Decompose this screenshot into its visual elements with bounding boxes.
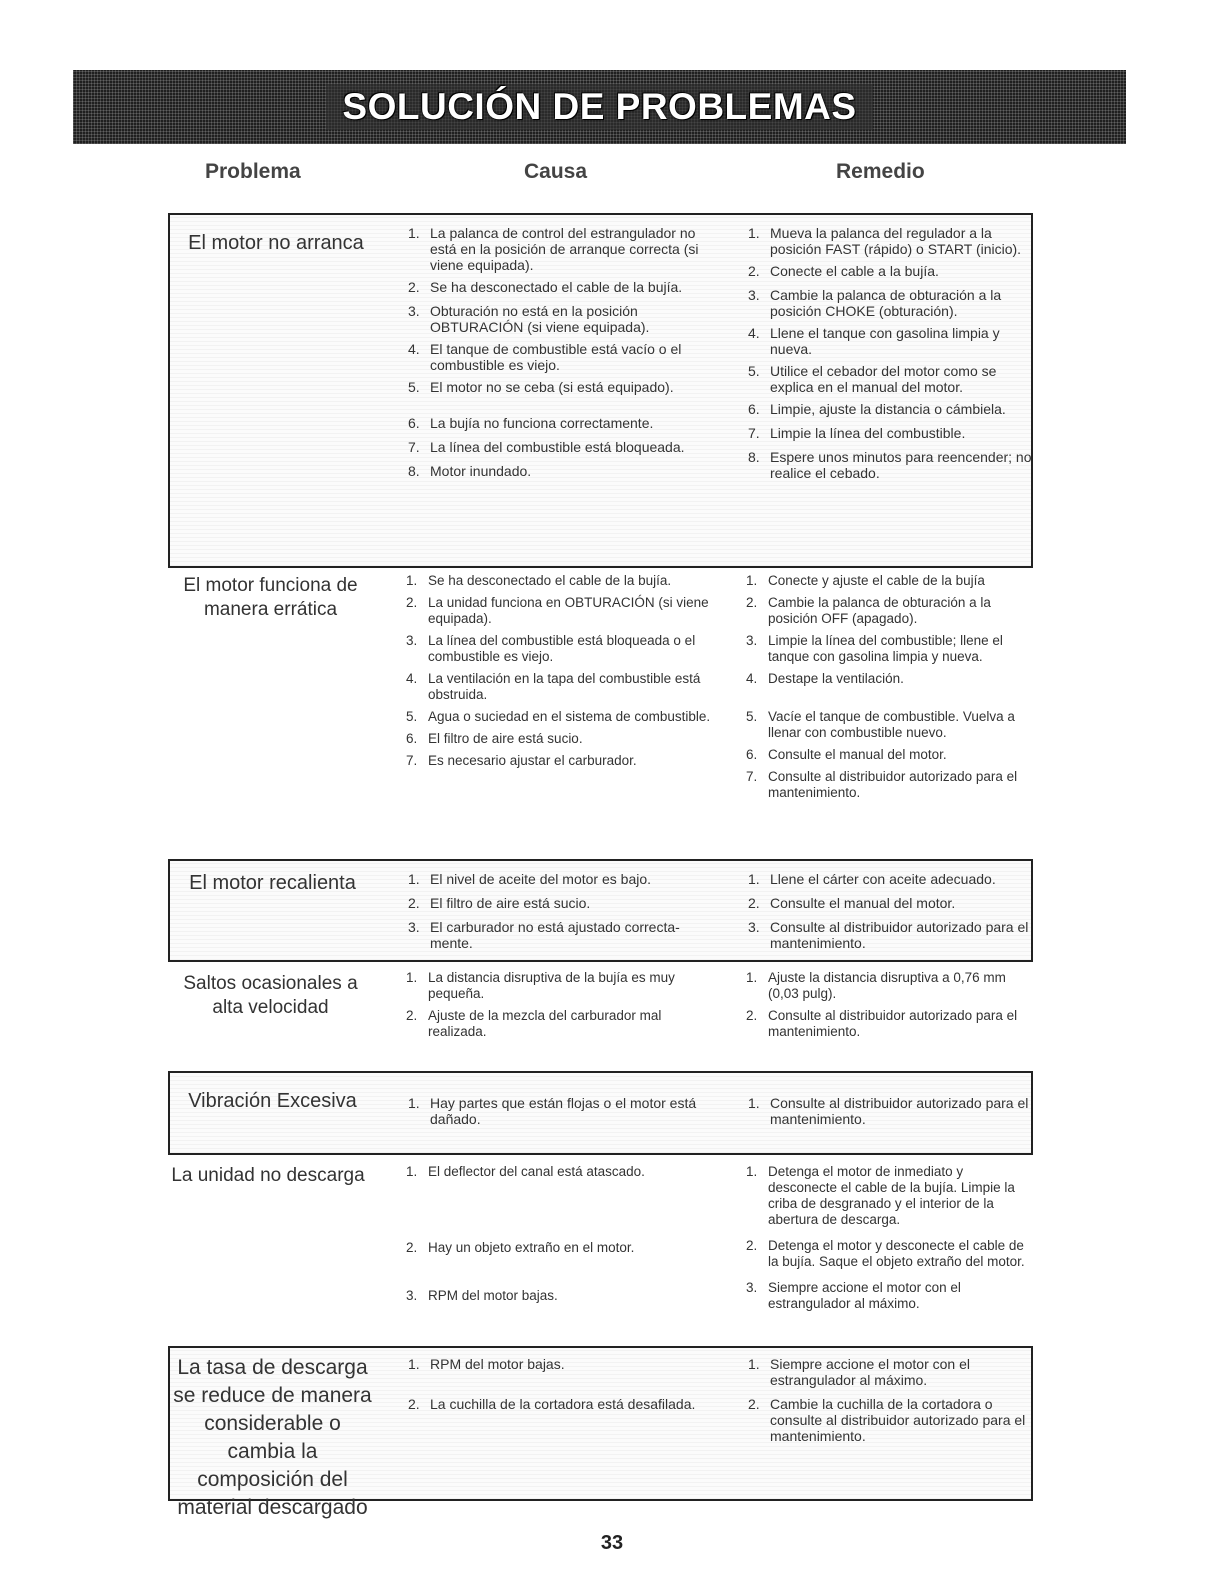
remedy-list: [748, 1356, 1032, 1444]
cause-item: 1. RPM del motor bajas.: [408, 1356, 565, 1372]
cause-item: 2. Ajuste de la mezcla del carburador mal realizada.: [406, 1008, 662, 1039]
cause-list: [408, 871, 718, 951]
cause-list: [406, 970, 716, 1040]
cause-item: 1. Se ha desconectado el cable de la bujía.: [406, 573, 672, 588]
remedy-item: 7. Limpie la línea del combustible.: [748, 425, 966, 441]
cause-item: 5. Agua o suciedad en el sistema de combustible.: [406, 709, 711, 724]
remedy-item: 2. Consulte al distribuidor autorizado para el mantenimiento.: [746, 1008, 1018, 1039]
cause-item: 1. Hay partes que están flojas o el motor está dañado.: [408, 1095, 697, 1127]
column-header-problem: Problema: [205, 160, 301, 183]
remedy-item: 1. Detenga el motor de inmediato y desconecte el cable de la bujía. Limpie la criba de desgranado y el interior de la abertura de descarga.: [746, 1164, 1015, 1227]
remedy-list: [746, 1164, 1030, 1312]
cause-item: 4. La ventilación en la tapa del combustible está obstruida.: [406, 671, 701, 702]
remedy-item: 4. Llene el tanque con gasolina limpia y nueva.: [748, 325, 1000, 357]
remedy-item: 5. Utilice el cebador del motor como se explica en el manual del motor.: [748, 363, 997, 395]
remedy-item: 1. Consulte al distribuidor autorizado para el mantenimiento.: [748, 1095, 1029, 1127]
cause-list: [408, 1095, 718, 1127]
remedy-list: [746, 573, 1030, 801]
cause-list: [408, 225, 718, 479]
cause-item: 2. Hay un objeto extraño en el motor.: [406, 1240, 635, 1255]
remedy-list: [748, 871, 1032, 951]
problem-label: Vibración Excesiva: [188, 1090, 357, 1112]
trouble-row-erratic: [168, 570, 1033, 855]
cause-item: 7. Es necesario ajustar el carburador.: [406, 753, 637, 768]
cause-item: 4. El tanque de combustible está vacío o el combustible es viejo.: [408, 341, 682, 373]
title-banner: [73, 70, 1126, 144]
remedy-list: [748, 1095, 1032, 1127]
remedy-item: 3. Siempre accione el motor con el estrangulador al máximo.: [746, 1280, 961, 1311]
trouble-row-discharge-rate: [168, 1346, 1033, 1519]
trouble-row-overheat: [168, 859, 1033, 962]
page-number: 33: [600, 1532, 624, 1554]
cause-item: 2. La unidad funciona en OBTURACIÓN (si viene equipada).: [406, 595, 709, 626]
trouble-row-no-discharge: [168, 1160, 1033, 1340]
remedy-item: 6. Consulte el manual del motor.: [746, 747, 947, 762]
cause-item: 2. El filtro de aire está sucio.: [408, 895, 591, 911]
cause-item: 2. Se ha desconectado el cable de la bujía.: [408, 279, 683, 295]
cause-list: [406, 573, 716, 769]
cause-item: 5. El motor no se ceba (si está equipado).: [408, 379, 674, 395]
remedy-item: 4. Destape la ventilación.: [746, 671, 904, 686]
cause-item: 7. La línea del combustible está bloqueada.: [408, 439, 685, 455]
cause-item: 2. La cuchilla de la cortadora está desafilada.: [408, 1396, 696, 1412]
cause-item: 3. La línea del combustible está bloqueada o el combustible es viejo.: [406, 633, 696, 664]
remedy-item: 8. Espere unos minutos para reencender; no realice el cebado.: [748, 449, 1032, 481]
cause-item: 1. El nivel de aceite del motor es bajo.: [408, 871, 652, 887]
remedy-item: 7. Consulte al distribuidor autorizado para el mantenimiento.: [746, 769, 1018, 800]
cause-list: [408, 1356, 718, 1412]
trouble-row-vibration: [168, 1071, 1033, 1155]
remedy-item: 6. Limpie, ajuste la distancia o cámbiela.: [748, 401, 1006, 417]
remedy-list: [748, 225, 1032, 481]
remedy-item: 2. Cambie la cuchilla de la cortadora o consulte al distribuidor autorizado para el mantenimiento.: [748, 1396, 1026, 1444]
cause-item: 6. La bujía no funciona correctamente.: [408, 415, 654, 431]
remedy-list: [746, 970, 1030, 1040]
cause-list: [406, 1164, 716, 1304]
trouble-row-skipping: [168, 968, 1033, 1064]
page-title: SOLUCIÓN DE PROBLEMAS: [326, 84, 872, 130]
remedy-item: 5. Vacíe el tanque de combustible. Vuelva a llenar con combustible nuevo.: [746, 709, 1015, 740]
column-header-remedy: Remedio: [836, 160, 925, 183]
column-header-cause: Causa: [524, 160, 588, 183]
problem-label: Saltos ocasionales a alta velocidad: [183, 973, 358, 1018]
remedy-item: 2. Cambie la palanca de obturación a la posición OFF (apagado).: [746, 595, 991, 626]
cause-item: 3. Obturación no está en la posición OBTURACIÓN (si viene equipada).: [408, 303, 650, 335]
problem-label: El motor no arranca: [188, 232, 364, 254]
problem-label: El motor funciona de manera errática: [183, 575, 358, 620]
remedy-item: 1. Ajuste la distancia disruptiva a 0,76 mm (0,03 pulg).: [746, 970, 1006, 1001]
cause-item: 1. La palanca de control del estrangulador no está en la posición de arranque correcta (si viene equipada).: [408, 225, 699, 273]
cause-item: 3. RPM del motor bajas.: [406, 1288, 558, 1303]
remedy-item: 1. Mueva la palanca del regulador a la posición FAST (rápido) o START (inicio).: [748, 225, 1022, 257]
remedy-item: 2. Conecte el cable a la bujía.: [748, 263, 939, 279]
cause-item: 1. El deflector del canal está atascado.: [406, 1164, 645, 1179]
remedy-item: 1. Siempre accione el motor con el estrangulador al máximo.: [748, 1356, 970, 1388]
trouble-row-no-start: [168, 213, 1033, 568]
problem-label: La unidad no descarga: [171, 1165, 365, 1186]
cause-item: 6. El filtro de aire está sucio.: [406, 731, 583, 746]
problem-label: El motor recalienta: [189, 872, 356, 894]
remedy-item: 3. Limpie la línea del combustible; llene el tanque con gasolina limpia y nueva.: [746, 633, 1003, 664]
problem-label: La tasa de descarga se reduce de manera considerable o cambia la composición del material descargado: [173, 1356, 372, 1519]
cause-item: 3. El carburador no está ajustado correcta- mente.: [408, 919, 680, 951]
remedy-item: 1. Conecte y ajuste el cable de la bujía: [746, 573, 985, 588]
cause-item: 8. Motor inundado.: [408, 463, 532, 479]
cause-item: 1. La distancia disruptiva de la bujía es muy pequeña.: [406, 970, 675, 1001]
remedy-item: 3. Cambie la palanca de obturación a la posición CHOKE (obturación).: [748, 287, 1002, 319]
remedy-item: 1. Llene el cárter con aceite adecuado.: [748, 871, 996, 887]
remedy-item: 2. Detenga el motor y desconecte el cable de la bujía. Saque el objeto extraño del motor.: [746, 1238, 1025, 1269]
remedy-item: 3. Consulte al distribuidor autorizado para el mantenimiento.: [748, 919, 1029, 951]
remedy-item: 2. Consulte el manual del motor.: [748, 895, 956, 911]
